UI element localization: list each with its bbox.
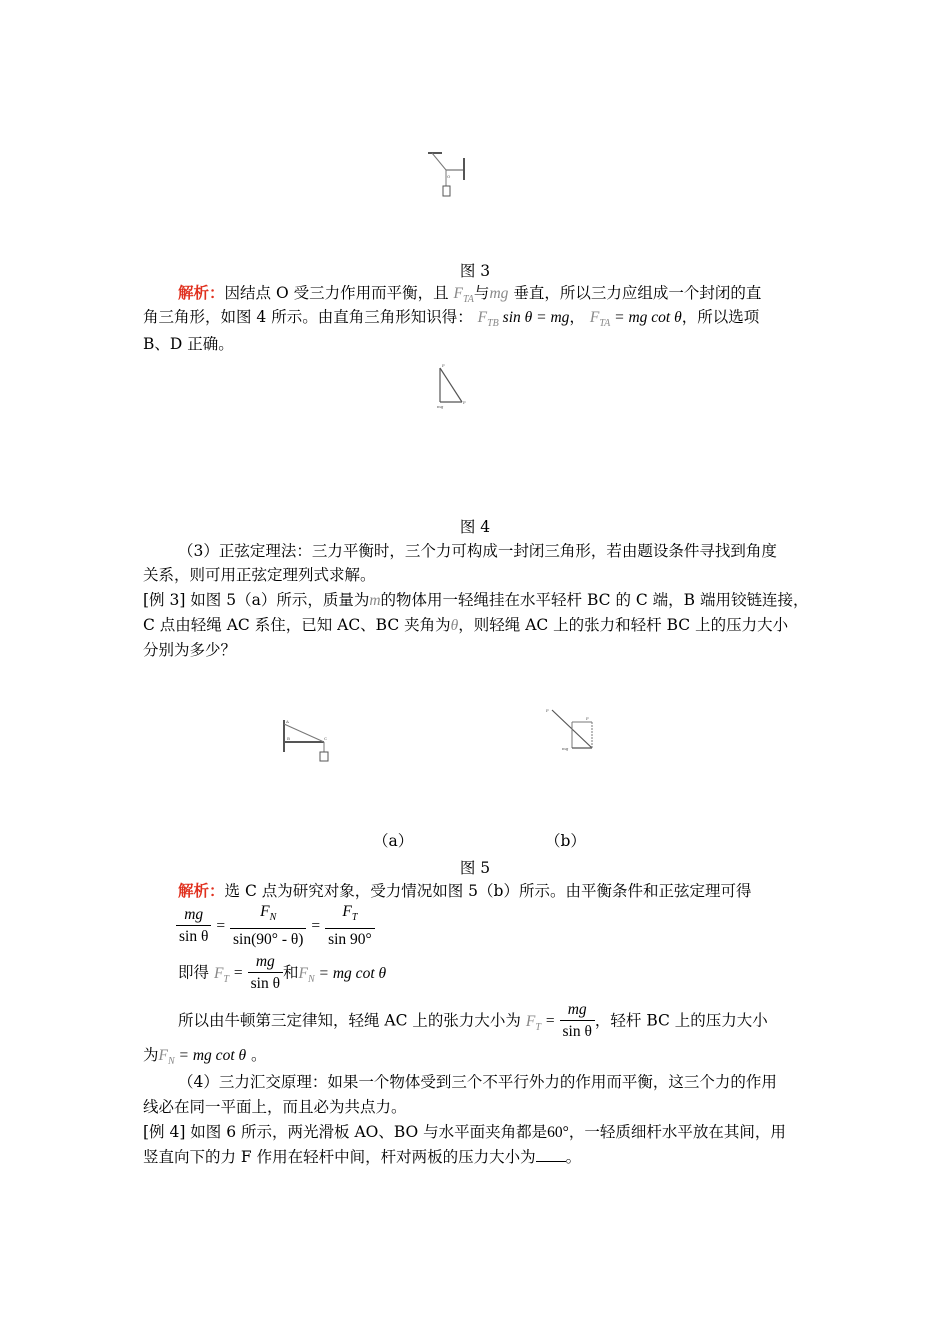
- analysis-1-line-1: 解析：因结点 O 受三力作用而平衡，且 $F_{TA}$与mg 垂直，所以三力应组成一个封闭的直: [178, 283, 762, 306]
- fraction-ft-2: $\frac{mg}{\text{sin θ}}$: [560, 1000, 595, 1043]
- example-3-line-3: 分别为多少？: [143, 641, 237, 659]
- figure-3-caption: 图 3: [459, 262, 491, 280]
- answer-blank: [536, 1161, 566, 1162]
- math-m: m: [369, 592, 381, 609]
- svg-text:F: F: [442, 363, 445, 368]
- sine-law-line-1: （3）正弦定理法：三力平衡时，三个力可构成一封闭三角形，若由题设条件寻找到角度: [178, 542, 777, 560]
- figure-5b-label: （b）: [545, 832, 586, 850]
- analysis-label: 解析：: [178, 881, 225, 900]
- fraction-3: $\frac{F_T}{\sin 90^\circ}$: [325, 902, 375, 951]
- example-3-line-1: [例 3] 如图 5（a）所示，质量为m的物体用一轻绳挂在水平轻杆 BC 的 C 端，B 端用铰链连接，: [143, 591, 809, 609]
- concurrent-line-1: （4）三力汇交原理：如果一个物体受到三个不平行外力的作用而平衡，这三个力的作用: [178, 1073, 777, 1091]
- figure-4-diagram: [434, 362, 474, 410]
- svg-text:F: F: [586, 716, 589, 721]
- math-ftb-eq: $F_{TB}$ sin θ = mg: [477, 309, 570, 330]
- example-4-line-2: 竖直向下的力 F 作用在轻杆中间，杆对两板的压力大小为 。: [143, 1148, 582, 1166]
- concurrent-line-2: 线必在同一平面上，而且必为共点力。: [143, 1098, 407, 1116]
- sine-law-equation: $\frac{mg}{\text{sin θ}}$ = $\frac{F_N}{\sin(90^\circ - \theta)}$ = $\frac{F_T}{\sin 90^\circ}$: [176, 902, 375, 951]
- fraction-ft: $\frac{mg}{\text{sin θ}}$: [248, 952, 283, 995]
- figure-5-caption: 图 5: [459, 859, 491, 877]
- svg-text:O: O: [447, 174, 451, 179]
- figure-3-diagram: [420, 148, 470, 200]
- svg-text:F: F: [546, 708, 549, 713]
- math-mg: mg: [489, 285, 509, 302]
- analysis-2-line-1: 解析：选 C 点为研究对象，受力情况如图 5（b）所示。由平衡条件和正弦定理可得: [178, 881, 752, 900]
- analysis-label: 解析：: [178, 283, 225, 302]
- example-4-line-1: [例 4] 如图 6 所示，两光滑板 AO、BO 与水平面夹角都是60°，一轻质细杆水平放在其间，用: [143, 1123, 786, 1141]
- figure-5b-diagram: [544, 706, 600, 752]
- svg-text:C: C: [324, 736, 328, 741]
- example-3-line-2: C 点由轻绳 AC 系住，已知 AC、BC 夹角为θ，则轻绳 AC 上的张力和轻杆 BC 上的压力大小: [143, 616, 789, 634]
- svg-text:mg: mg: [437, 404, 444, 409]
- analysis-2-line-3: 所以由牛顿第三定律知，轻绳 AC 上的张力大小为 $F_T$ = $\frac{mg}{\text{sin θ}}$ ，轻杆 BC 上的压力大小: [178, 1000, 768, 1043]
- svg-text:mg: mg: [562, 746, 569, 751]
- fraction-2: $\frac{F_N}{\sin(90^\circ - \theta)}$: [230, 902, 306, 951]
- result-equation-line: 即得 $F_T$ = $\frac{mg}{\text{sin θ}}$ 和$F_N$ = mg cot θ: [178, 952, 386, 995]
- math-fta-eq: $F_{TA}$ = mg cot θ: [589, 309, 682, 330]
- math-angle-60: 60°: [547, 1124, 569, 1141]
- figure-4-caption: 图 4: [459, 518, 491, 536]
- analysis-2-line-4: 为$F_N$ = mg cot θ 。: [143, 1046, 267, 1068]
- analysis-1-line-3: B、D 正确。: [143, 335, 234, 353]
- analysis-1-line-2: 角三角形，如图 4 所示。由直角三角形知识得： $F_{TB}$ sin θ = mg， $F_{TA}$ = mg cot θ，所以选项: [143, 308, 760, 330]
- svg-text:F: F: [463, 400, 466, 405]
- figure-5a-label: （a）: [373, 832, 414, 850]
- figure-5a-diagram: [280, 716, 332, 766]
- fraction-1: $\frac{mg}{\text{sin θ}}$: [176, 905, 211, 948]
- svg-text:B: B: [287, 736, 290, 741]
- math-fta: $F_{TA}$: [453, 285, 474, 306]
- svg-text:A: A: [286, 719, 289, 724]
- math-theta: θ: [450, 617, 459, 634]
- sine-law-line-2: 关系，则可用正弦定理列式求解。: [143, 566, 376, 584]
